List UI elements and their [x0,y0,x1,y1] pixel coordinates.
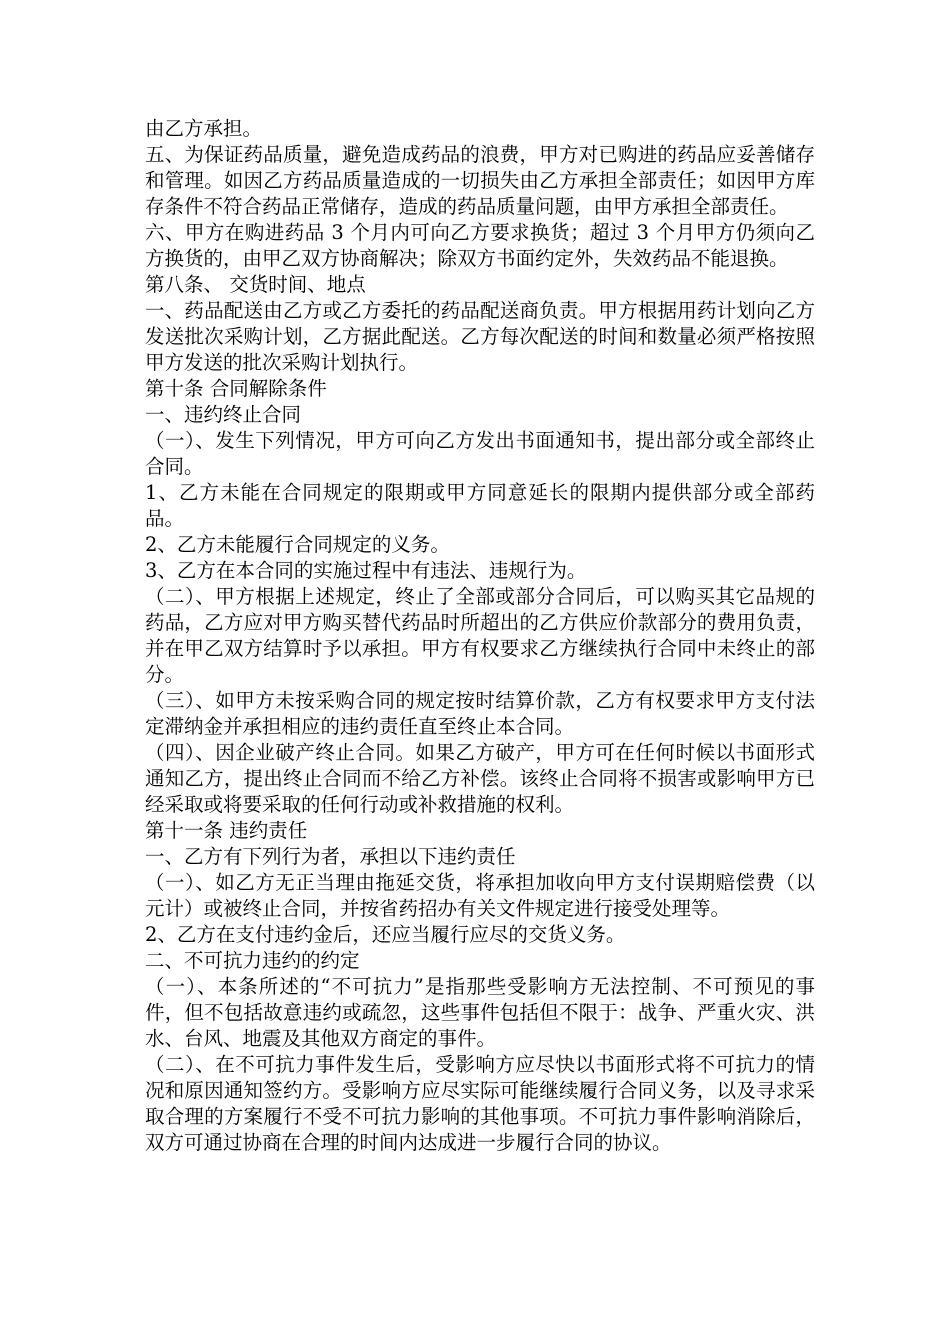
contract-body [145,116,835,1156]
paragraph-force-majeure-definition: （一）、本条所述的“不可抗力”是指那些受影响方无法控制、不可预见的事件，但不包括故意违约或疏忽，这些事件包括但不限于：战争、严重火灾、洪水、台风、地震及其他双方商定的事件。 [145,975,815,1050]
paragraph-late-payment: （三）、如甲方未按采购合同的规定按时结算价款，乙方有权要求甲方支付法定滞纳金并承担相应的违约责任直至终止本合同。 [145,689,815,738]
paragraph-force-majeure-procedure: （二）、在不可抗力事件发生后，受影响方应尽快以书面形式将不可抗力的情况和原因通知签约方。受影响方应尽实际可能继续履行合同义务，以及寻求采取合理的方案履行不受不可抗力影响的其他事项。不可抗力事件影响消除后，双方可通过协商在合理的时间内达成进一步履行合同的协议。 [145,1053,815,1154]
paragraph-exchange-goods: 六、甲方在购进药品 3 个月内可向乙方要求换货；超过 3 个月甲方仍须向乙方换货的，由甲乙双方协商解决；除双方书面约定外，失效药品不能退换。 [145,221,815,270]
paragraph-liability-continuation: 由乙方承担。 [145,117,263,140]
list-item-after-penalty: 2、乙方在支付违约金后，还应当履行应尽的交货义务。 [145,923,626,946]
paragraph-substitute-purchase: （二）、甲方根据上述规定，终止了全部或部分合同后，可以购买其它品规的药品，乙方应对甲方购买替代药品时所超出的乙方供应价款部分的费用负责，并在甲乙双方结算时予以承担。甲方有权要求乙方继续执行合同中未终止的部分。 [145,585,815,686]
subheading-supplier-breach: 一、乙方有下列行为者，承担以下违约责任 [145,845,516,868]
list-item-3: 3、乙方在本合同的实施过程中有违法、违规行为。 [145,559,587,582]
paragraph-bankruptcy: （四）、因企业破产终止合同。如果乙方破产，甲方可在任何时候以书面形式通知乙方，提出终止合同而不给乙方补偿。该终止合同将不损害或影响甲方已经采取或将要采取的任何行动或补救措施的权利。 [145,741,815,816]
list-item-2: 2、乙方未能履行合同规定的义务。 [145,533,450,556]
paragraph-delivery-distribution: 一、药品配送由乙方或乙方委托的药品配送商负责。甲方根据用药计划向乙方发送批次采购计划，乙方据此配送。乙方每次配送的时间和数量必须严格按照甲方发送的批次采购计划执行。 [145,299,815,374]
heading-article-10: 第十条 合同解除条件 [145,377,327,400]
heading-article-8: 第八条、 交货时间、地点 [145,273,366,296]
paragraph-delay-penalty: （一）、如乙方无正当理由拖延交货，将承担加收向甲方支付误期赔偿费（以 元计）或被终止合同，并按省药招办有关文件规定进行接受处理等。 [145,871,835,920]
subheading-force-majeure: 二、不可抗力违约的约定 [145,949,360,972]
list-item-1: 1、乙方未能在合同规定的限期或甲方同意延长的限期内提供部分或全部药品。 [145,481,815,530]
heading-article-11: 第十一条 违约责任 [145,819,308,842]
subheading-breach-termination: 一、违约终止合同 [145,403,302,426]
paragraph-termination-notice: （一）、发生下列情况，甲方可向乙方发出书面通知书，提出部分或全部终止合同。 [145,429,815,478]
paragraph-storage-management: 五、为保证药品质量，避免造成药品的浪费，甲方对已购进的药品应妥善储存和管理。如因乙方药品质量造成的一切损失由乙方承担全部责任；如因甲方库存条件不符合药品正常储存，造成的药品质量问题，由甲方承担全部责任。 [145,143,815,218]
